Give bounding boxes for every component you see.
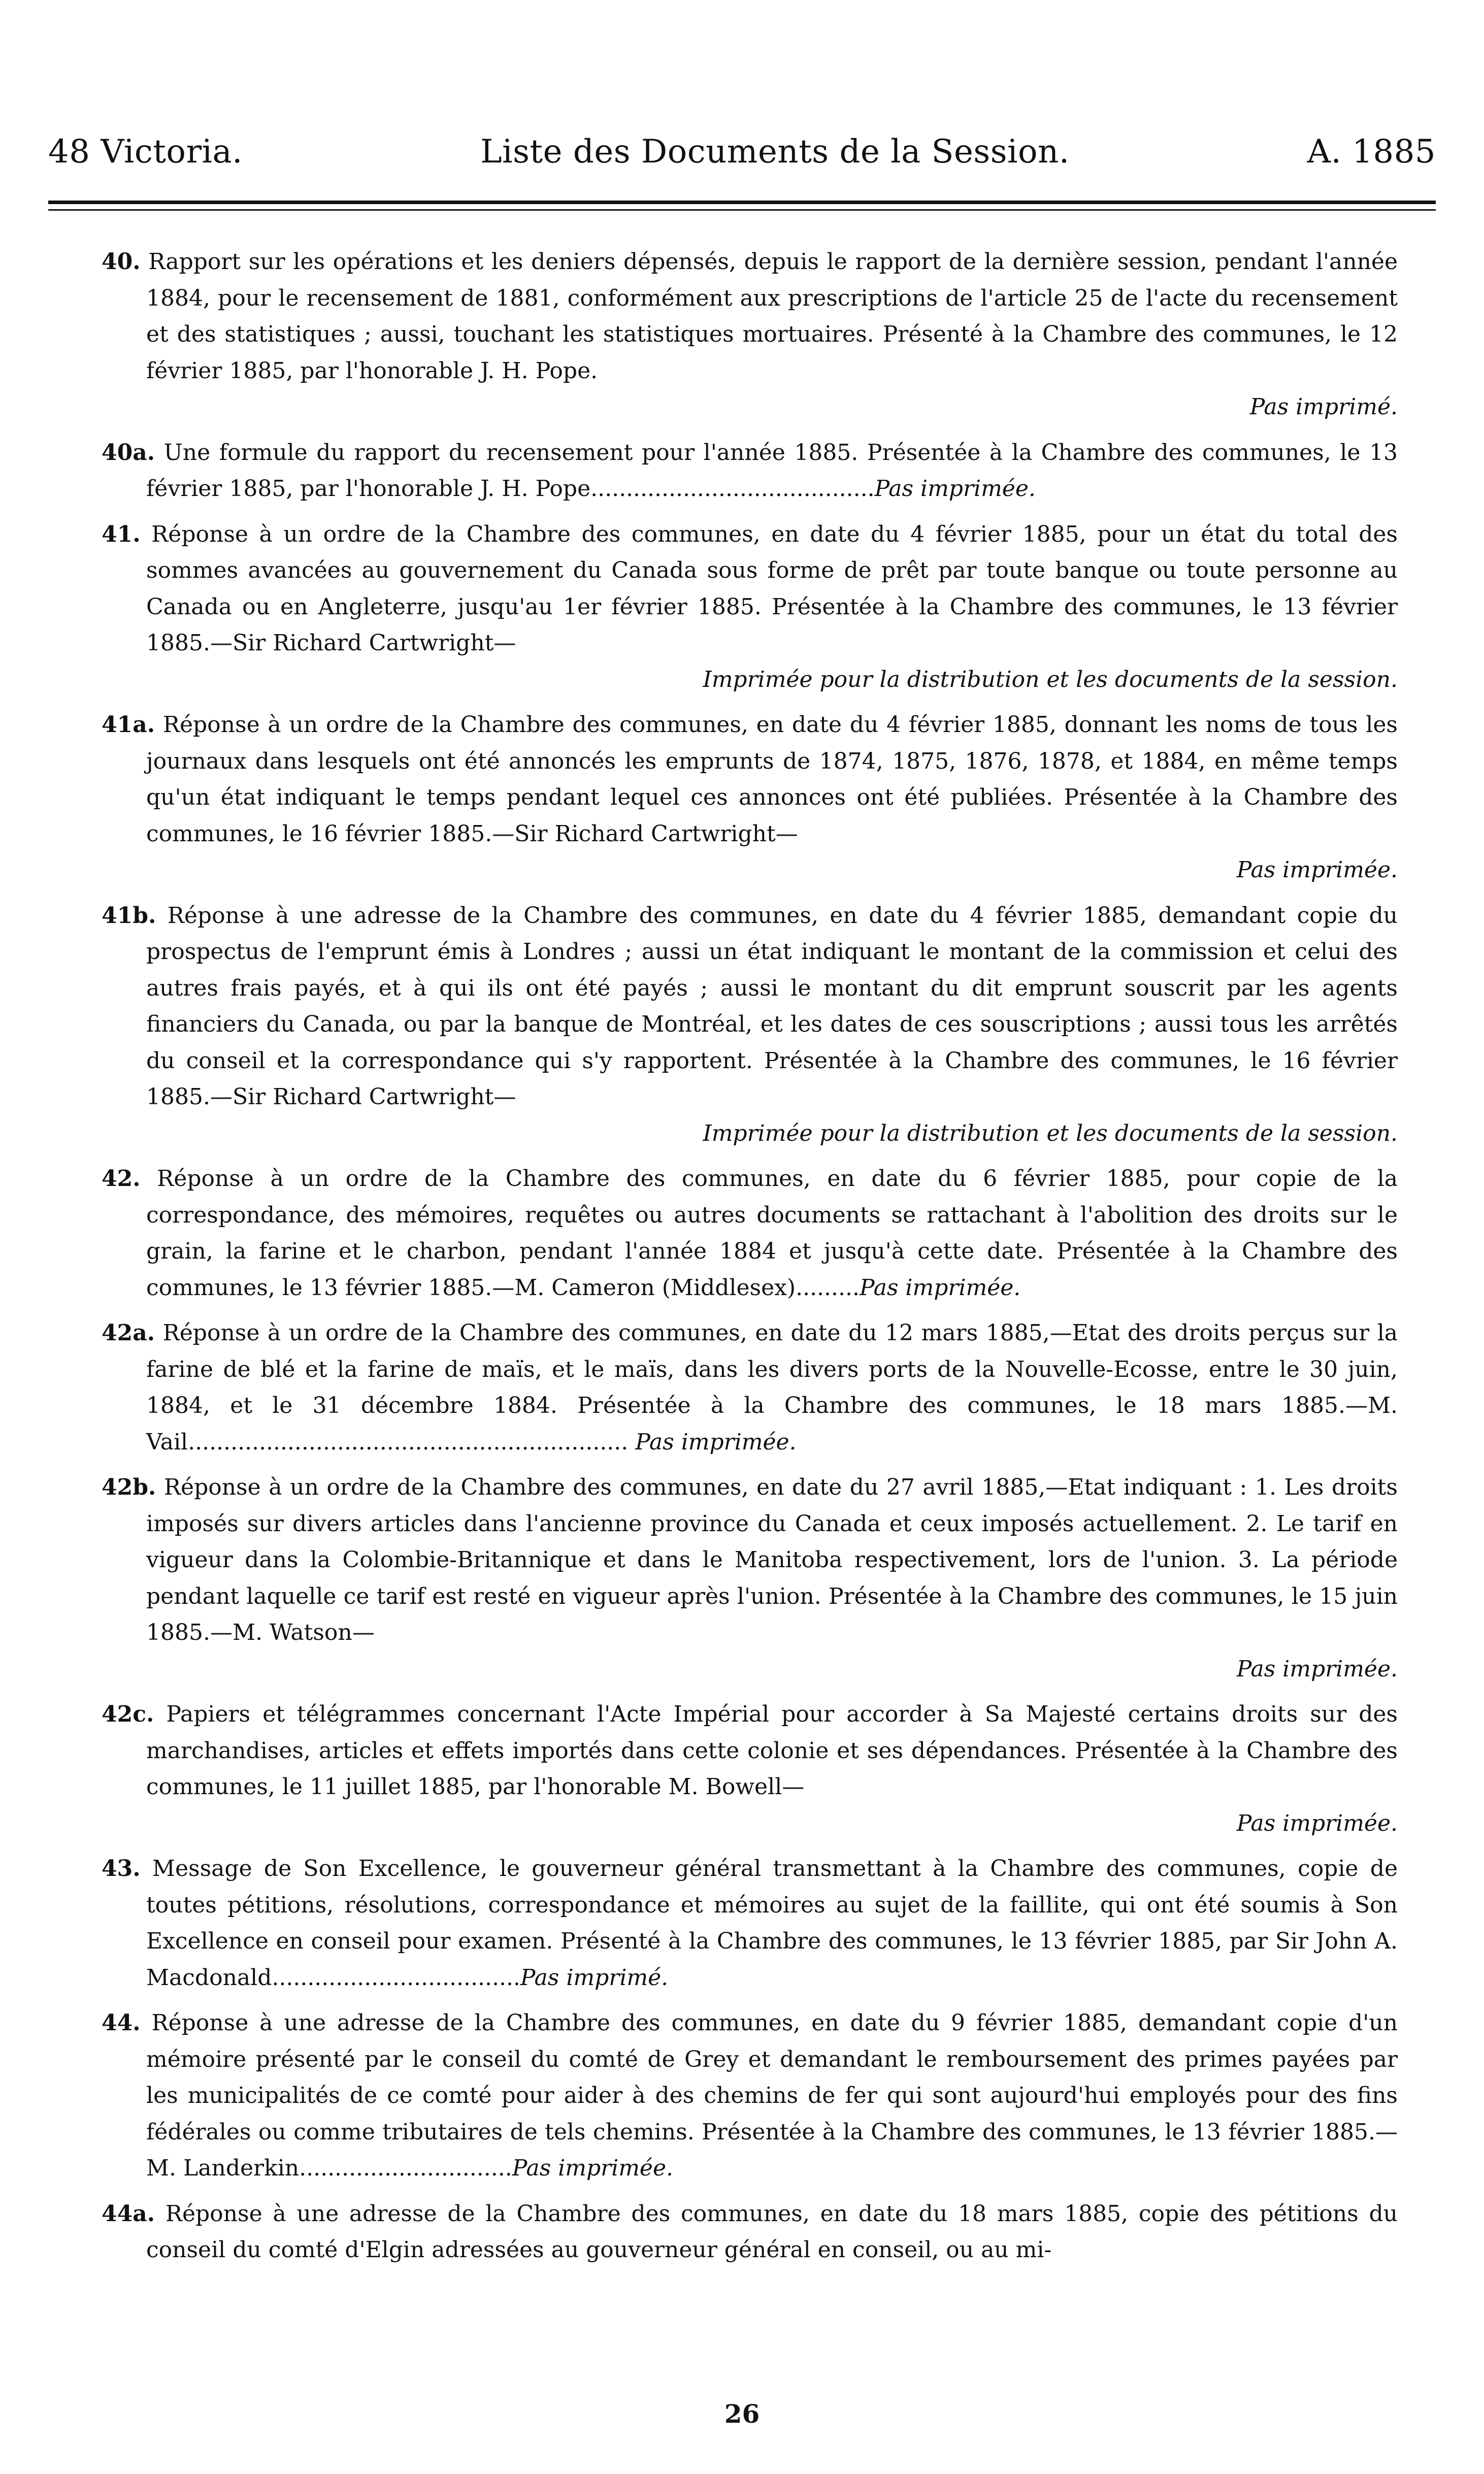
document-entry [102, 244, 1398, 425]
entry-number: 40a. [102, 439, 155, 466]
entry-text: Papiers et télégrammes concernant l'Acte Impérial pour accorder à Sa Majesté certains droits sur des marchandises, articles et effets importés dans cette colonie et ses dépendances. Présentée à la Chambre des communes, le 11 juillet 1885, par l'honorable M. Bowell— [146, 1701, 1398, 1800]
document-entry [102, 1469, 1398, 1687]
document-entry [102, 1696, 1398, 1841]
document-entry [102, 435, 1398, 507]
entry-status: Pas imprimée. [874, 476, 1036, 502]
entry-number: 41. [102, 521, 141, 547]
entry-text: Réponse à un ordre de la Chambre des communes, en date du 12 mars 1885,—Etat des droits perçus sur la farine de blé et la farine de maïs, et le maïs, dans les divers ports de la Nouvelle-Ecosse, entre le 30 juin, 1884, et le 31 décembre 1884. Présentée à la Chambre des communes, le 18 mars 1885.—M. Vail.............................................................. [146, 1320, 1398, 1455]
header-right: A. 1885 [1307, 133, 1436, 171]
document-entry [102, 1161, 1398, 1306]
entry-number: 43. [102, 1856, 141, 1882]
document-entry [102, 2005, 1398, 2187]
entry-text: Réponse à une adresse de la Chambre des communes, en date du 4 février 1885, demandant copie du prospectus de l'emprunt émis à Londres ; aussi un état indiquant le montant de la commission et celui des autres frais payés, et à qui ils ont été payés ; aussi le montant du dit emprunt souscrit par les agents financiers du Canada, ou par la banque de Montréal, et les dates de ces souscriptions ; aussi tous les arrêtés du conseil et la correspondance qui s'y rapportent. Présentée à la Chambre des communes, le 16 février 1885.—Sir Richard Cartwright— [146, 902, 1398, 1110]
header-rule-thin [48, 209, 1436, 211]
header-left: 48 Victoria. [48, 133, 243, 171]
entry-text: Rapport sur les opérations et les deniers dépensés, depuis le rapport de la dernière session, pendant l'année 1884, pour le recensement de 1881, conformément aux prescriptions de l'article 25 de l'acte du recensement et des statistiques ; aussi, touchant les statistiques mortuaires. Présenté à la Chambre des communes, le 12 février 1885, par l'honorable J. H. Pope. [146, 249, 1398, 384]
entry-status: Pas imprimée. [859, 1274, 1021, 1301]
entry-text: Réponse à un ordre de la Chambre des communes, en date du 27 avril 1885,—Etat indiquant : 1. Les droits imposés sur divers articles dans l'ancienne province du Canada et ceux imposés actuellement. 2. Le tarif en vigueur dans la Colombie-Britannique et dans le Manitoba respectivement, lors de l'union. 3. La période pendant laquelle ce tarif est resté en vigueur après l'union. Présentée à la Chambre des communes, le 15 juin 1885.—M. Watson— [146, 1474, 1398, 1645]
entry-number: 42c. [102, 1701, 154, 1727]
page-header [48, 133, 1436, 171]
header-rule-thick [48, 201, 1436, 204]
document-entry [102, 1851, 1398, 1996]
document-entry [102, 516, 1398, 698]
entry-status: Imprimée pour la distribution et les documents de la session. [703, 666, 1398, 692]
entry-text: Réponse à une adresse de la Chambre des communes, en date du 18 mars 1885, copie des pétitions du conseil du comté d'Elgin adressées au gouverneur général en conseil, ou au mi- [146, 2200, 1398, 2263]
entry-status: Pas imprimée. [635, 1429, 797, 1455]
document-list [102, 244, 1398, 2278]
entry-text: Réponse à une adresse de la Chambre des communes, en date du 9 février 1885, demandant copie d'un mémoire présenté par le conseil du comté de Grey et demandant le remboursement des primes payées par les municipalités de ce comté pour aider à des chemins de fer qui sont aujourd'hui employés pour des fins fédérales ou comme tributaires de tels chemins. Présentée à la Chambre des communes, le 13 février 1885.—M. Landerkin.............................. [146, 2010, 1398, 2181]
entry-number: 42a. [102, 1320, 155, 1346]
entry-number: 41b. [102, 902, 156, 929]
document-entry [102, 898, 1398, 1152]
entry-number: 42b. [102, 1474, 156, 1500]
entry-status: Pas imprimée. [1236, 857, 1398, 883]
header-title: Liste des Documents de la Session. [480, 133, 1070, 171]
entry-text: Réponse à un ordre de la Chambre des communes, en date du 6 février 1885, pour copie de la correspondance, des mémoires, requêtes ou autres documents se rattachant à l'abolition des droits sur le grain, la farine et le charbon, pendant l'année 1884 et jusqu'à cette date. Présentée à la Chambre des communes, le 13 février 1885.—M. Cameron (Middlesex)......... [146, 1166, 1398, 1301]
entry-status: Pas imprimée. [512, 2155, 673, 2181]
entry-text: Une formule du rapport du recensement pour l'année 1885. Présentée à la Chambre des communes, le 13 février 1885, par l'honorable J. H. Pope........................................ [146, 439, 1398, 502]
entry-number: 42. [102, 1166, 141, 1192]
entry-text: Réponse à un ordre de la Chambre des communes, en date du 4 février 1885, pour un état du total des sommes avancées au gouvernement du Canada sous forme de prêt par toute banque ou toute personne au Canada ou en Angleterre, jusqu'au 1er février 1885. Présentée à la Chambre des communes, le 13 février 1885.—Sir Richard Cartwright— [146, 521, 1398, 656]
entry-text: Message de Son Excellence, le gouverneur général transmettant à la Chambre des communes, copie de toutes pétitions, résolutions, correspondance et mémoires au sujet de la faillite, qui ont été soumis à Son Excellence en conseil pour examen. Présenté à la Chambre des communes, le 13 février 1885, par Sir John A. Macdonald................................... [146, 1856, 1398, 1991]
entry-status: Pas imprimée. [1236, 1656, 1398, 1682]
entry-status: Pas imprimée. [1236, 1810, 1398, 1836]
entry-number: 44a. [102, 2200, 155, 2227]
entry-number: 40. [102, 249, 141, 275]
entry-status: Pas imprimé. [520, 1964, 669, 1991]
entry-status: Pas imprimé. [1249, 394, 1398, 420]
entry-number: 41a. [102, 712, 155, 738]
entry-number: 44. [102, 2010, 141, 2036]
document-entry [102, 1315, 1398, 1460]
document-entry [102, 707, 1398, 888]
document-entry [102, 2196, 1398, 2268]
entry-status: Imprimée pour la distribution et les documents de la session. [703, 1120, 1398, 1146]
entry-text: Réponse à un ordre de la Chambre des communes, en date du 4 février 1885, donnant les noms de tous les journaux dans lesquels ont été annoncés les emprunts de 1874, 1875, 1876, 1878, et 1884, en même temps qu'un état indiquant le temps pendant lequel ces annonces ont été publiées. Présentée à la Chambre des communes, le 16 février 1885.—Sir Richard Cartwright— [146, 712, 1398, 847]
page-number: 26 [724, 2399, 760, 2429]
